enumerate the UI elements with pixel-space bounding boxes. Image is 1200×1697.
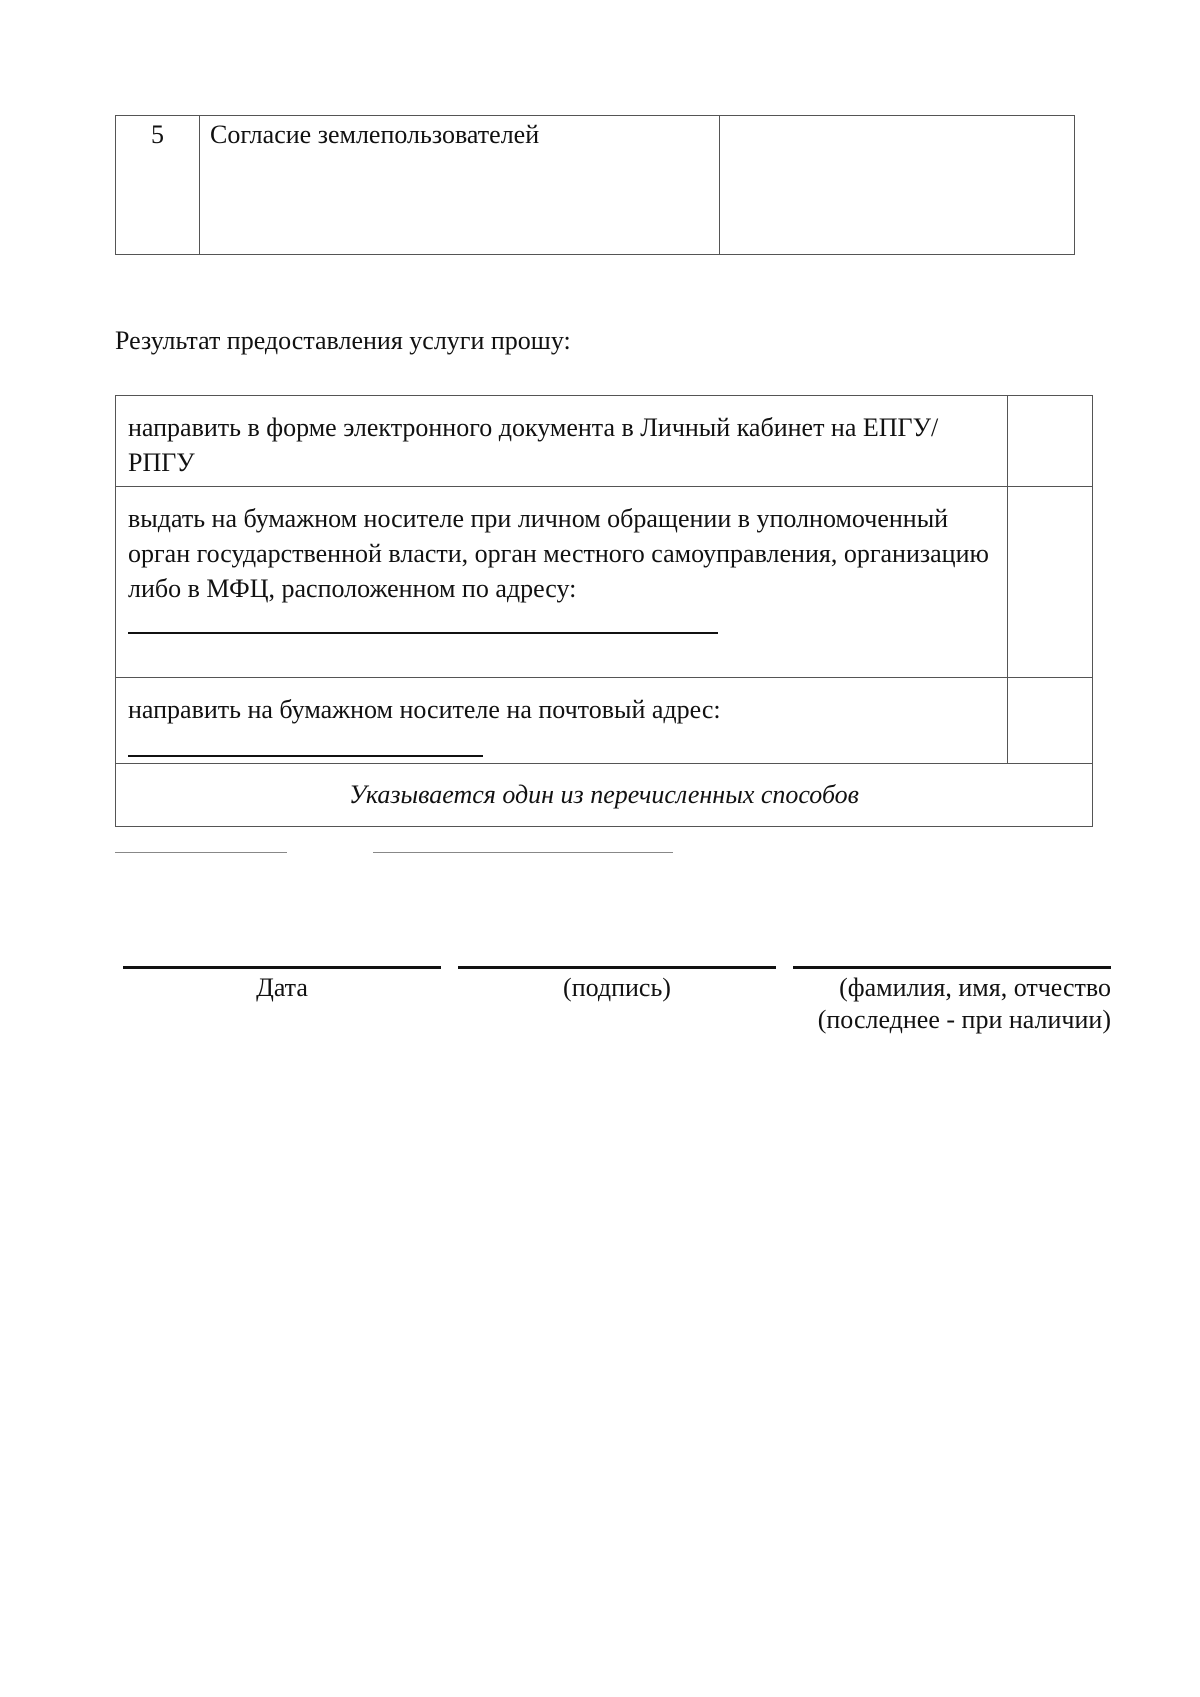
date-signature-line[interactable]	[123, 966, 441, 969]
sign-signature-line[interactable]	[458, 966, 776, 969]
document-name-cell: Согласие землепользователей	[200, 116, 720, 254]
option-text-paper-mail	[116, 678, 1008, 763]
postal-address-blank-line[interactable]	[128, 727, 483, 757]
documents-table	[115, 115, 1075, 255]
name-signature-line[interactable]	[793, 966, 1111, 969]
note-row: Указывается один из перечисленных способов	[349, 780, 859, 809]
option-row-paper-mail	[116, 678, 1092, 764]
result-delivery-label: Результат предоставления услуги прошу:	[115, 326, 571, 355]
option-row-paper-personal	[116, 487, 1092, 678]
option-text-paper-personal	[116, 487, 1008, 677]
option-text-paper-personal-label: выдать на бумажном носителе при личном обращении в уполномоченный орган государственной власти, орган местного самоуправления, организацию либо в МФЦ, расположенном по адресу:	[128, 504, 989, 603]
date-label: Дата	[256, 973, 308, 1002]
short-gray-line	[115, 852, 287, 853]
option-text-paper-mail-label: направить на бумажном носителе на почтовый адрес:	[128, 695, 721, 724]
sign-label: (подпись)	[563, 973, 671, 1002]
option-check-paper-personal[interactable]	[1006, 487, 1092, 677]
address-blank-line[interactable]	[128, 606, 718, 634]
option-text-electronic: направить в форме электронного документа в Личный кабинет на ЕПГУ/РПГУ	[116, 396, 1008, 486]
long-gray-line	[373, 852, 673, 853]
row-number-cell: 5	[116, 116, 200, 254]
name-label: (фамилия, имя, отчество (последнее - при наличии)	[817, 973, 1111, 1034]
delivery-options-table	[115, 395, 1093, 827]
option-row-electronic	[116, 396, 1092, 487]
document-value-cell[interactable]	[720, 116, 1074, 254]
option-check-paper-mail[interactable]	[1006, 678, 1092, 763]
option-check-electronic[interactable]	[1006, 396, 1092, 486]
